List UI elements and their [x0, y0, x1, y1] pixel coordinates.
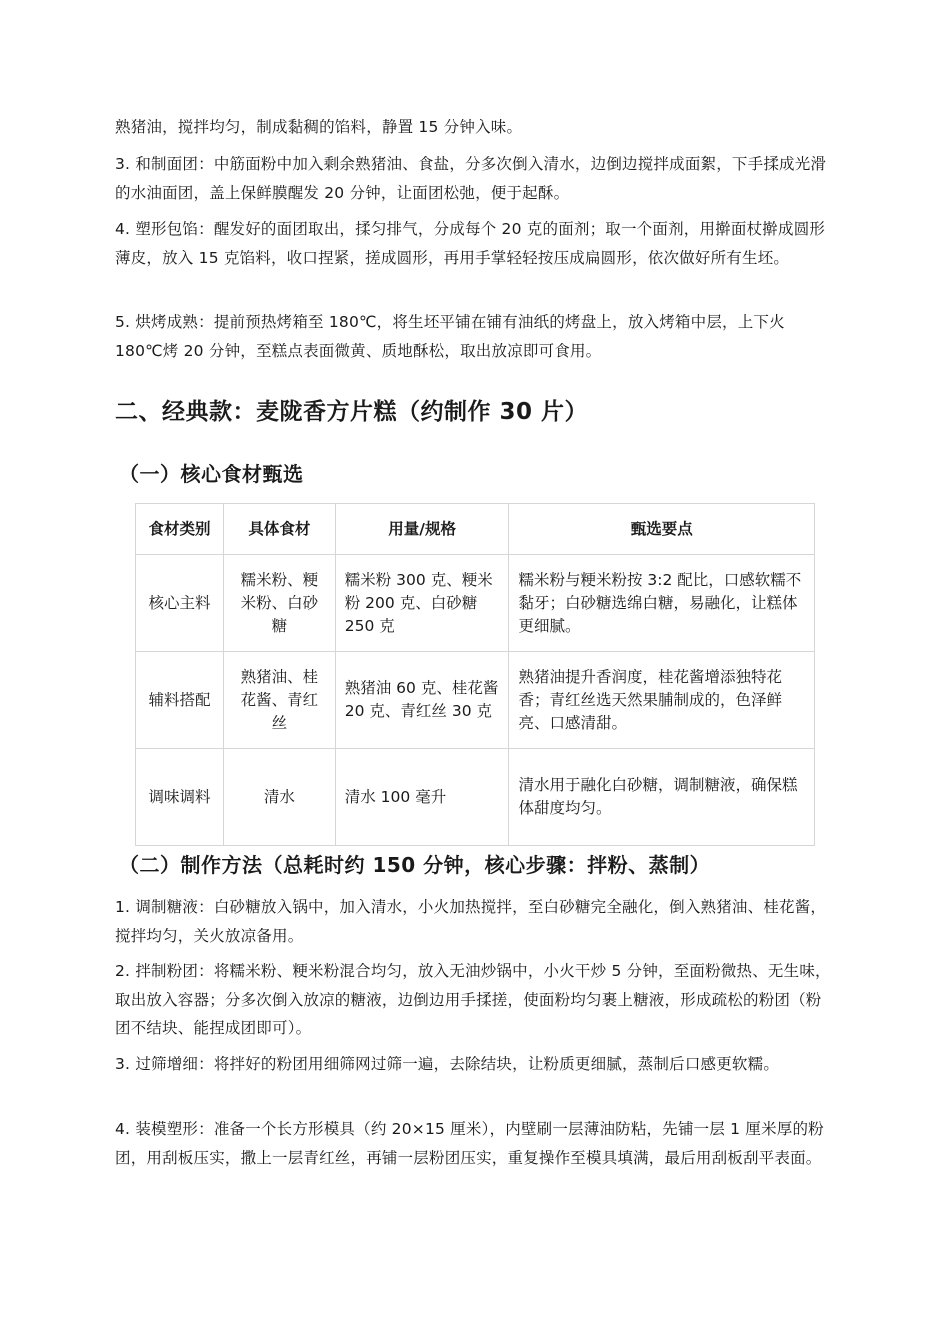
table-cell: 糯米粉 300 克、粳米粉 200 克、白砂糖 250 克 [335, 555, 509, 652]
table-cell: 辅料搭配 [136, 652, 224, 749]
subsection-heading-ingredients: （一）核心食材甄选 [119, 462, 304, 486]
table-cell: 熟猪油、桂花酱、青红丝 [223, 652, 335, 749]
table-cell: 熟猪油提升香润度，桂花酱增添独特花香；青红丝选天然果脯制成的，色泽鲜亮、口感清甜。 [509, 652, 815, 749]
table-row [136, 749, 815, 846]
table-cell: 熟猪油 60 克、桂花酱 20 克、青红丝 30 克 [335, 652, 509, 749]
table-header-cell: 具体食材 [223, 504, 335, 555]
table-cell: 调味调料 [136, 749, 224, 846]
paragraph-step-3-dough: 3. 和制面团：中筋面粉中加入剩余熟猪油、食盐，分多次倒入清水，边倒边搅拌成面絮，下手揉成光滑的水油面团，盖上保鲜膜醒发 20 分钟，让面团松弛，便于起酥。 [115, 155, 827, 202]
section-heading: 二、经典款：麦陇香方片糕（约制作 30 片） [115, 399, 589, 425]
paragraph-step-4-shaping: 4. 塑形包馅：醒发好的面团取出，揉匀排气，分成每个 20 克的面剂；取一个面剂，用擀面杖擀成圆形薄皮，放入 15 克馅料，收口捏紧，搓成圆形，再用手掌轻轻按压成扁圆形，依次做好所有生坯。 [115, 220, 826, 267]
table-cell: 核心主料 [136, 555, 224, 652]
table-header-cell: 用量/规格 [335, 504, 509, 555]
table-cell: 清水用于融化白砂糖，调制糖液，确保糕体甜度均匀。 [509, 749, 815, 846]
paragraph-step-5-baking: 5. 烘烤成熟：提前预热烤箱至 180℃，将生坯平铺在铺有油纸的烤盘上，放入烤箱中层，上下火 180℃烤 20 分钟，至糕点表面微黄、质地酥松，取出放凉即可食用。 [115, 313, 785, 360]
table-cell: 清水 100 毫升 [335, 749, 509, 846]
table-row [136, 555, 815, 652]
subsection-heading-method: （二）制作方法（总耗时约 150 分钟，核心步骤：拌粉、蒸制） [119, 853, 711, 877]
table-cell: 糯米粉与粳米粉按 3:2 配比，口感软糯不黏牙；白砂糖选绵白糖，易融化，让糕体更细腻。 [509, 555, 815, 652]
paragraph-method-step-2: 2. 拌制粉团：将糯米粉、粳米粉混合均匀，放入无油炒锅中，小火干炒 5 分钟，至面粉微热、无生味，取出放入容器；分多次倒入放凉的糖液，边倒边用手揉搓，使面粉均匀裹上糖液，形成疏松的粉团（粉团不结块、能捏成团即可）。 [115, 962, 831, 1037]
table-header-cell: 甄选要点 [509, 504, 815, 555]
table-header-cell: 食材类别 [136, 504, 224, 555]
ingredients-table [135, 503, 815, 846]
paragraph-method-step-1: 1. 调制糖液：白砂糖放入锅中，加入清水，小火加热搅拌，至白砂糖完全融化，倒入熟猪油、桂花酱，搅拌均匀，关火放凉备用。 [115, 898, 827, 945]
table-header-row [136, 504, 815, 555]
paragraph-filling-continued: 熟猪油，搅拌均匀，制成黏稠的馅料，静置 15 分钟入味。 [115, 118, 523, 136]
paragraph-method-step-3: 3. 过筛增细：将拌好的粉团用细筛网过筛一遍，去除结块，让粉质更细腻，蒸制后口感更软糯。 [115, 1055, 780, 1073]
table-cell: 清水 [223, 749, 335, 846]
table-row [136, 652, 815, 749]
table-cell: 糯米粉、粳米粉、白砂糖 [223, 555, 335, 652]
paragraph-method-step-4: 4. 装模塑形：准备一个长方形模具（约 20×15 厘米），内壁刷一层薄油防粘，先铺一层 1 厘米厚的粉团，用刮板压实，撒上一层青红丝，再铺一层粉团压实，重复操作至模具填满，最后用刮板刮平表面。 [115, 1120, 824, 1167]
